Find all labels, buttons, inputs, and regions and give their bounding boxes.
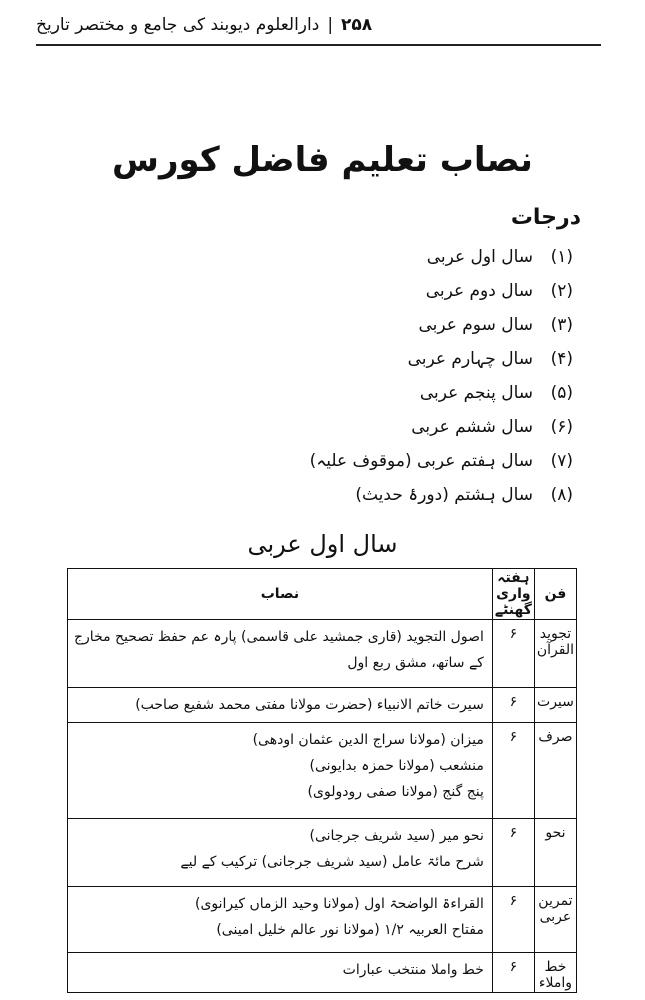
level-item bbox=[310, 478, 573, 512]
year-title: سال اول عربی bbox=[247, 530, 398, 558]
hours-cell: ۶ bbox=[492, 688, 534, 723]
syllabus-cell bbox=[68, 819, 493, 887]
level-label: سال ششم عربی bbox=[411, 417, 533, 437]
subject-cell: تمرین عربی bbox=[534, 887, 576, 953]
hours-cell: ۶ bbox=[492, 887, 534, 953]
page-title: نصاب تعلیم فاضل کورس bbox=[112, 140, 533, 180]
book-line: مفتاح العربیہ ۱/۲ (مولانا نور عالم خلیل امینی) bbox=[216, 922, 484, 938]
level-number: (۷) bbox=[550, 451, 573, 471]
level-number: (۴) bbox=[550, 349, 573, 369]
syllabus-cell bbox=[68, 688, 493, 723]
level-label: سال پنجم عربی bbox=[419, 383, 533, 403]
header-subject: فن bbox=[534, 569, 576, 620]
book-line: القراءۃ الواضحۃ اول (مولانا وحید الزماں کیرانوی) bbox=[194, 896, 484, 912]
header-hours: ہفتہ واری گھنٹے bbox=[492, 569, 534, 620]
book-line: پنج گنج (مولانا صفی رودولوی) bbox=[307, 784, 484, 800]
level-number: (۲) bbox=[550, 281, 573, 301]
level-item bbox=[310, 410, 573, 444]
page-number: ۲۵۸ bbox=[341, 15, 373, 35]
book-line: شرح مائۃ عامل (سید شریف جرجانی) ترکیب کے لیے bbox=[180, 854, 484, 870]
level-number: (۵) bbox=[550, 383, 573, 403]
table-row bbox=[68, 620, 577, 688]
levels-list bbox=[310, 240, 573, 512]
subject-cell: خط واملاء bbox=[534, 953, 576, 993]
table-row bbox=[68, 819, 577, 887]
subject-cell: تجوید القرآن bbox=[534, 620, 576, 688]
hours-cell: ۶ bbox=[492, 953, 534, 993]
level-item bbox=[310, 376, 573, 410]
level-label: سال اول عربی bbox=[426, 247, 533, 267]
level-number: (۳) bbox=[550, 315, 573, 335]
book-line: نحو میر (سید شریف جرجانی) bbox=[309, 828, 484, 844]
syllabus-cell bbox=[68, 723, 493, 819]
syllabus-cell bbox=[68, 887, 493, 953]
table-row bbox=[68, 953, 577, 993]
level-label: سال چہارم عربی bbox=[407, 349, 533, 369]
hours-cell: ۶ bbox=[492, 819, 534, 887]
level-item bbox=[310, 308, 573, 342]
hours-cell: ۶ bbox=[492, 723, 534, 819]
level-number: (۶) bbox=[550, 417, 573, 437]
levels-heading: درجات bbox=[510, 205, 581, 230]
book-line: کے ساتھ، مشق ربع اول bbox=[347, 655, 484, 671]
book-line: سیرت خاتم الانبیاء (حضرت مولانا مفتی محمد شفیع صاحب) bbox=[135, 697, 484, 713]
hours-cell: ۶ bbox=[492, 620, 534, 688]
level-item bbox=[310, 342, 573, 376]
header-separator: | bbox=[327, 15, 334, 35]
book-title: دارالعلوم دیوبند کی جامع و مختصر تاریخ bbox=[36, 15, 320, 35]
syllabus-cell bbox=[68, 953, 493, 993]
level-number: (۸) bbox=[550, 485, 573, 505]
running-header bbox=[36, 6, 601, 46]
book-line: اصول التجوید (قاری جمشید علی قاسمی) پارہ عم حفظ تصحیح مخارج bbox=[74, 629, 484, 645]
header-syllabus: نصاب bbox=[68, 569, 493, 620]
syllabus-cell bbox=[68, 620, 493, 688]
level-item bbox=[310, 274, 573, 308]
book-line: خط واملا منتخب عبارات bbox=[342, 962, 484, 978]
book-line: میزان (مولانا سراج الدین عثمان اودھی) bbox=[252, 732, 484, 748]
subject-cell: صرف bbox=[534, 723, 576, 819]
table-header-row bbox=[68, 569, 577, 620]
level-item bbox=[310, 444, 573, 478]
subject-cell: نحو bbox=[534, 819, 576, 887]
table-row bbox=[68, 887, 577, 953]
level-label: سال ہفتم عربی (موقوف علیہ) bbox=[309, 451, 533, 471]
syllabus-table bbox=[67, 568, 577, 993]
level-label: سال دوم عربی bbox=[425, 281, 533, 301]
level-label: سال سوم عربی bbox=[418, 315, 533, 335]
book-line: منشعب (مولانا حمزہ بدایونی) bbox=[309, 758, 484, 774]
level-number: (۱) bbox=[550, 247, 573, 267]
subject-cell: سیرت bbox=[534, 688, 576, 723]
level-item bbox=[310, 240, 573, 274]
table-row bbox=[68, 723, 577, 819]
table-row bbox=[68, 688, 577, 723]
level-label: سال ہشتم (دورۂ حدیث) bbox=[355, 485, 533, 505]
